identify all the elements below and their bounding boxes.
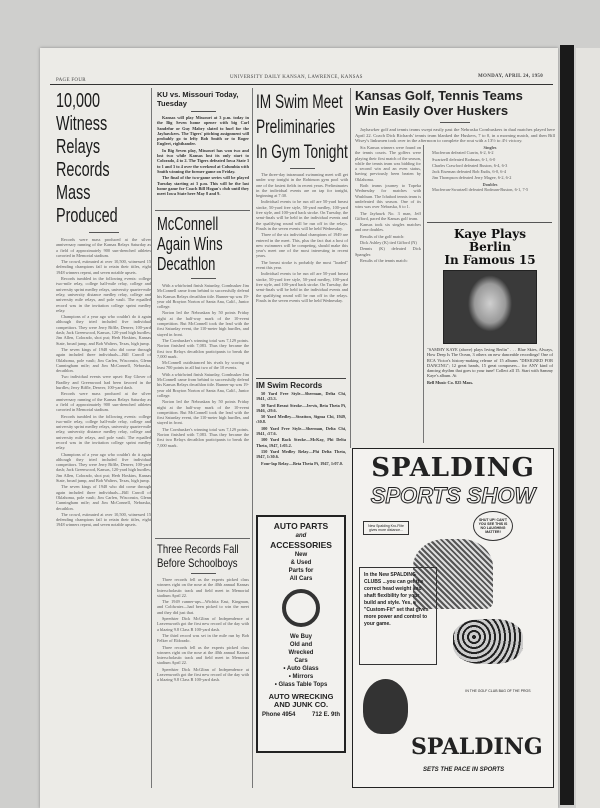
ad-line: ACCESSORIES <box>270 540 332 550</box>
swim-records-box <box>256 378 346 467</box>
paragraph: The breast stroke is probably the most "loaded" event this year. <box>256 259 348 271</box>
tire-icon <box>282 589 320 627</box>
lead-paragraph: Jayhawker golf and tennis teams swept easily past the Nebraska Cornhuskers in dual matches played here April 22. Coach Dick Richards' tennis team blanked the Huskers, 7 to 0, in a morning match, and then Bill Wisey's linksmen took over in the afternoon to complete the rout with a 13½ to 4½ victory. <box>355 127 555 144</box>
ad-line: AND JUNK CO. <box>273 700 329 709</box>
paragraph: Three records fell as the experts picked class winners right on the nose at the 40th annual Kansas Interscholastic track and field meet in Memorial stadium April 22. <box>157 577 249 598</box>
paragraph: Records tumbled in the following events: college two-mile relay, college half-mile relay, college and university sprint medley relays, university quarter-mile relay, university distance medley relay, college and university mile relays, and pole vault. The equalled record was in the invitation college sprint medley relay. <box>56 276 151 313</box>
issue-date: MONDAY, APRIL 24, 1950 <box>478 74 543 79</box>
paragraph: Records were mass produced at the silver anniversary running of the Kansas Relays Saturday as a field of approximately 900 sun-drenched athletes cavorted in Memorial stadium. <box>56 237 151 258</box>
ad-phone: Phone 4954 <box>262 712 296 718</box>
ad-address: 712 E. 9th <box>311 712 340 718</box>
ad-line: • Auto Glass <box>283 666 319 672</box>
paragraph: The third record was set in the mile run by Bob Felker of Eldorado. <box>157 632 249 644</box>
ad-line: We Buy <box>290 634 312 640</box>
headline-line: Relays Records <box>56 136 110 181</box>
record-item: 50 Yard Free Style—Sherman, Delta Chi, 1941, :25.3. <box>256 391 346 402</box>
record-item: 50 Yard Medley—Stratton, Sigma Chi, 1949, :30.8. <box>256 414 346 425</box>
ad-line: Wrecked <box>288 650 314 656</box>
doubles-title: Doubles <box>482 181 498 187</box>
paragraph: Two individual events were upset: Ray Glover of Bradley and Greenwood had been favored in the hurdles; Jerry Biffle, Denver, 100-yard dash. <box>56 374 151 391</box>
result-item: Jack Eiseman defeated Bob Eudis, 6-0, 6-4 <box>432 169 506 175</box>
adjacent-page <box>576 48 600 808</box>
ad-store: Bell Music Co. 825 Mass. <box>427 379 474 385</box>
golf-club-illustration <box>363 679 408 734</box>
speech-balloon: SHUT UP! CAN'T YOU SEE THIS IS NO LAUGHING MATTER! <box>473 511 513 541</box>
paragraph: Records tumbled in the following events: college two-mile relay, college half-mile relay, college and university sprint medley relays, university quarter-mile relay, university distance medley relay, college and university mile relays, and pole vault. The equalled record was in the invitation college sprint medley relay. <box>56 413 151 451</box>
paragraph: The crowd, estimated at over 10,500, witnessed 15 defending champions fail to retain their titles, eight 1948 winners repeat, and seven notable upsets. <box>56 511 151 528</box>
headline-line: Kansas Golf, Tennis Teams <box>355 88 523 103</box>
mcconnell-article <box>157 214 249 449</box>
headline-line: IM Swim Meet <box>256 92 343 113</box>
paragraph: Dennis (K) defeated Dick Spangler. <box>355 246 421 257</box>
golf-tennis-body <box>355 145 421 440</box>
paragraph: The Jayhawk No. 3 man, Jeff Gifford, paced the Kansas golf team. <box>355 210 421 221</box>
paragraph: Speedster Dick McGlinn of Independence at Leavenworth got the first new record of the day with a blazing 9.8 Class B 100-yard dash. <box>157 616 249 632</box>
paragraph: The Cornhusker's winning total was 7,129 points. Norton finished with 7,083. Thus they became the first two Relays decathlon participants to break the 7,000 mark. <box>157 337 249 359</box>
result-item: Macferran defeated Currin, 6-2, 6-2 <box>432 150 494 156</box>
tennis-results <box>427 145 553 193</box>
ad-title: SPORTS SHOW <box>370 483 536 508</box>
paragraph: Kansas took six singles matches and one doubles. <box>355 222 421 233</box>
ad-line: Parts for <box>288 568 314 574</box>
swim-article <box>256 90 348 304</box>
paragraph: Both teams journey to Topeka Wednesday for matches with Washburn. The Ichabod tennis team is undefeated this season. One of its wins was over Nebraska, 6 to 1. <box>355 183 421 210</box>
dog-illustration <box>453 619 523 664</box>
spalding-logo: SPALDING <box>371 453 535 483</box>
paragraph: The Cornhusker's winning total was 7,129 points. Norton finished with 7,083. Thus they became the first two Relays decathlon participants to break the 7,000 mark. <box>157 426 249 448</box>
three-records-article <box>157 542 249 684</box>
result-item: Jim Thompson defeated Jerry Magee, 6-2, 6-2 <box>432 175 512 181</box>
headline-line: 10,000 Witness <box>56 90 108 135</box>
ad-line: • Mirrors <box>288 674 314 680</box>
ad-line: Old and <box>289 642 313 648</box>
paragraph: Records were mass produced at the silver anniversary running of the Kansas Relays Saturday as a field of approximately 900 sun-drenched athletes cavorted in Memorial stadium. <box>56 391 151 413</box>
golf-tennis-article <box>355 88 555 145</box>
paragraph: Individual events to be run off are 50-yard breast stroke, 50-yard free style, 50-yard medley, 100-yard free style, and 100-yard back stroke. On Tuesday, the semi-finals will be held in the individual events and the qualifying round will be run off in the relays. Finals in the seven events will be held Wednesday. <box>256 199 348 231</box>
relays-article <box>56 90 151 529</box>
paragraph: Six Kansas winners were found on the tennis courts. The golfers were playing their first match of the season, while the tennis team was bidding for a second win and an even status, having previously been beaten by Oklahoma. <box>355 145 421 182</box>
records-title: IM Swim Records <box>256 381 323 390</box>
ad-tagline: SETS THE PACE IN SPORTS <box>423 767 505 773</box>
headline-line: Win Easily Over Huskers <box>355 103 509 118</box>
paragraph: Dick Ashley (K) tied Gifford (N) <box>360 240 417 246</box>
record-item: 50 Yard Breast Stroke—Jervis, Beta Theta Pi, 1946, :29.6. <box>256 402 346 413</box>
headline-line: In Famous 15 <box>444 253 536 267</box>
binding-edge <box>560 45 574 805</box>
headline: McConnell Again Wins Decathlon <box>157 214 223 274</box>
ad-caption: "SAMMY KAYE (above) plays Irving Berlin" . . . Blue Skies, Always, How Deep Is The Ocean, 3 others on new danceable recordings! One of RCA Victor's history-making release of 15 albums "DESIGNED FOR DANCING"; 12 great bands, 15 great composers... for ANY kind of dancing rhythm that goes to your tune! Collect all 15. Start with Sammy Kaye's album. At <box>427 347 553 379</box>
sammy-kaye-ad <box>427 228 553 385</box>
record-item: 100 Yard Back Stroke—McKay, Phi Delta Theta, 1947, 1:05.2. <box>256 437 346 448</box>
paragraph: Three of the six individual champions of 1949 are entered in the meet. This, plus the fact that a host of new swimmers will be competing, should make this year's meet one of the most interesting in recent years. <box>256 232 348 259</box>
auto-wrecking-ad <box>256 515 346 753</box>
paragraph: Norton led the Nebraskan by 50 points Friday night at the half-way mark of the 10-event competition. But McConnell took the lead with the first Saturday event, the 110-meter high hurdles, and stayed in front. <box>157 310 249 337</box>
sammy-kaye-photo <box>443 270 537 344</box>
paragraph: With a whirlwind finish Saturday, Cornhusker Jim McConnell came from behind to successfully defend his Kansas Relays decathlon title. Runner-up was 19-year old Brayton Norton of Santa Ana, Calif., Junior college. <box>157 371 249 398</box>
masthead: UNIVERSITY DAILY KANSAN, LAWRENCE, KANSAS <box>230 75 363 80</box>
spalding-logo: SPALDING <box>411 734 543 760</box>
paragraph: The final of the two-game series will be played Tuesday starting at 3 p.m. This will be the last home game for Coach Bill Hogan's club until they meet Iowa State here May 8 and 9. <box>157 175 249 197</box>
paragraph: Individual events to be run off are 50-yard breast stroke, 50-yard free style, 50-yard medley, 100-yard free style, and 100-yard back stroke. On Tuesday, the semi-finals will be held in the individual events and the qualifying round will be run off in the relays. Finals in the seven events will be held Wednesday. <box>256 271 348 303</box>
result-item: Charles Crawford defeated Buston, 6-4, 6-3 <box>432 162 508 168</box>
paragraph: Champions of a year ago who couldn't do it again although they tried included five individual competitors. They were Jerry Biffle, Denver, 100-yard dash; Jack Greenwood, Kansas, 120-yard high hurdles; Jim Allen, Colorado, shot put; Herb Hoskins, Kansas State, broad jump, and Bob Walters, Texas, high jump. <box>56 314 151 346</box>
comic-caption: New Spalding Kro-Flite gives more distance... <box>363 521 409 535</box>
ad-line: New <box>294 552 308 558</box>
spalding-ad <box>352 448 554 788</box>
record-item: 150 Yard Medley Relay—Phi Delta Theta, 1947, 1:30.6. <box>256 448 346 460</box>
result-item: Swartzell defeated Rodman, 6-1, 6-0 <box>432 156 496 162</box>
ad-line: AUTO PARTS <box>273 521 329 531</box>
ad-line: All Cars <box>289 576 313 582</box>
record-item: Four-lap Relay—Beta Theta Pi, 1947, 1:07.0. <box>261 460 343 466</box>
headline: KU vs. Missouri Today, Tuesday <box>157 90 239 108</box>
ad-copy-box: In the New SPALDING CLUBS ...you can get the correct head weight and shaft flexibility for your build and style. Yes, a "Custom-Fit" set that gives more power and control to your game. <box>359 567 437 665</box>
headline-line: In Gym Tonight <box>256 142 348 163</box>
ad-line: • Glass Table Tops <box>274 682 328 688</box>
headline-line: Kaye Plays <box>453 227 527 241</box>
headline: Three Records Fall Before Schoolboys <box>157 542 239 570</box>
paragraph: The seven kings of 1948 who did come through again included three individuals—Bill Carroll of Oklahoma, pole vault; Jim Carlen, Wisconsin, Glenn Cunningham mile; and Jim McConnell, Nebraska, decathlon. <box>56 484 151 511</box>
paragraph: Three records fell as the experts picked class winners right on the nose at the 40th annual Kansas Interscholastic track and field meet in Memorial stadium April 22. <box>157 644 249 666</box>
paragraph: Kansas will play Missouri at 3 p.m. today in the Big Seven home opener with big Carl Sandefur or Guy Mabry slated to hurl for the Jayhawkers. The Tigers' pitching assignment will probably go to lefty Bob Smith or to Roger Englert, righthander. <box>157 115 249 147</box>
paragraph: Champions of a year ago who couldn't do it again although they tried included five individual competitors. They were Jerry Biffle, Denver, 100-yard dash; Jack Greenwood, Kansas, 120-yard high hurdles; Jim Allen, Colorado, shot put; Herb Hoskins, Kansas State, broad jump, and Bob Walters, Texas, high jump. <box>56 451 151 484</box>
ad-line: and <box>295 533 307 539</box>
paragraph: Speedster Dick McGlinn of Independence at Leavenworth got the first new record of the day with a blazing 9.8 Class B 100-yard dash. <box>157 666 249 683</box>
headline-line: Berlin <box>469 240 511 254</box>
paragraph: With a whirlwind finish Saturday, Cornhusker Jim McConnell came from behind to successfully defend his Kansas Relays decathlon title. Runner-up was 19-year old Brayton Norton of Santa Ana, Calif., Junior college. <box>157 283 249 310</box>
headline-line: Preliminaries <box>256 117 336 138</box>
paragraph: Results of the tennis match: <box>360 257 408 263</box>
page-number: PAGE FOUR <box>56 78 86 83</box>
ku-missouri-article <box>157 90 249 197</box>
paragraph: The 1949 runner-ups—Wichita East, Kingman, and Coldwater—had been picked to win the meet and they did just that. <box>157 599 249 615</box>
paragraph: In Big Seven play, Missouri has won two and lost two while Kansas lost its only start to Colorado, 4 to 2. The Tigers defeated Iowa State 3 to 1 and 3 to 4 over the weekend at Columbia with Smith winning the former game on Friday. <box>157 147 249 174</box>
singles-title: Singles <box>483 145 497 150</box>
ad-line: Cars <box>294 658 308 664</box>
paragraph: McConnell outdistanced his rivals by scoring at least 700 points in all but two of the 10 events. <box>157 360 249 371</box>
paragraph: Results of the golf match: <box>360 233 405 239</box>
result-item: Macferran-Swartzell defeated Rodman-Buston, 6-1, 7-5 <box>432 187 529 193</box>
ad-line: & Used <box>290 560 312 566</box>
paragraph: The crowd, estimated at over 10,500, witnessed 15 defending champions fail to retain their titles, eight 1948 winners repeat, and seven notable upsets. <box>56 259 151 275</box>
record-item: 100 Yard Free Style—Sherman, Delta Chi, 1941, :57.6. <box>256 425 346 437</box>
paragraph: Norton led the Nebraskan by 50 points Friday night at the half-way mark of the 10-event competition. But McConnell took the lead with the first Saturday event, the 110-meter high hurdles, and stayed in front. <box>157 399 249 426</box>
paragraph: The three-day intramural swimming meet will get under way tonight in the Robinson gym pool with one of the fastest fields in recent years. Preliminaries in the individual events are on tap for tonight, beginning at 7:30. <box>256 172 348 199</box>
comic-caption: IN THE GOLF CLUB BAG OF THE PROS <box>465 689 531 693</box>
paragraph: The seven kings of 1948 who did come through again included three individuals—Bill Carroll of Oklahoma, pole vault; Jim Carlen, Wisconsin, Glenn Cunningham mile; and Jim McConnell, Nebraska, decathlon. <box>56 346 151 374</box>
headline-line: Mass Produced <box>56 182 118 227</box>
ad-line: AUTO WRECKING <box>268 692 334 701</box>
